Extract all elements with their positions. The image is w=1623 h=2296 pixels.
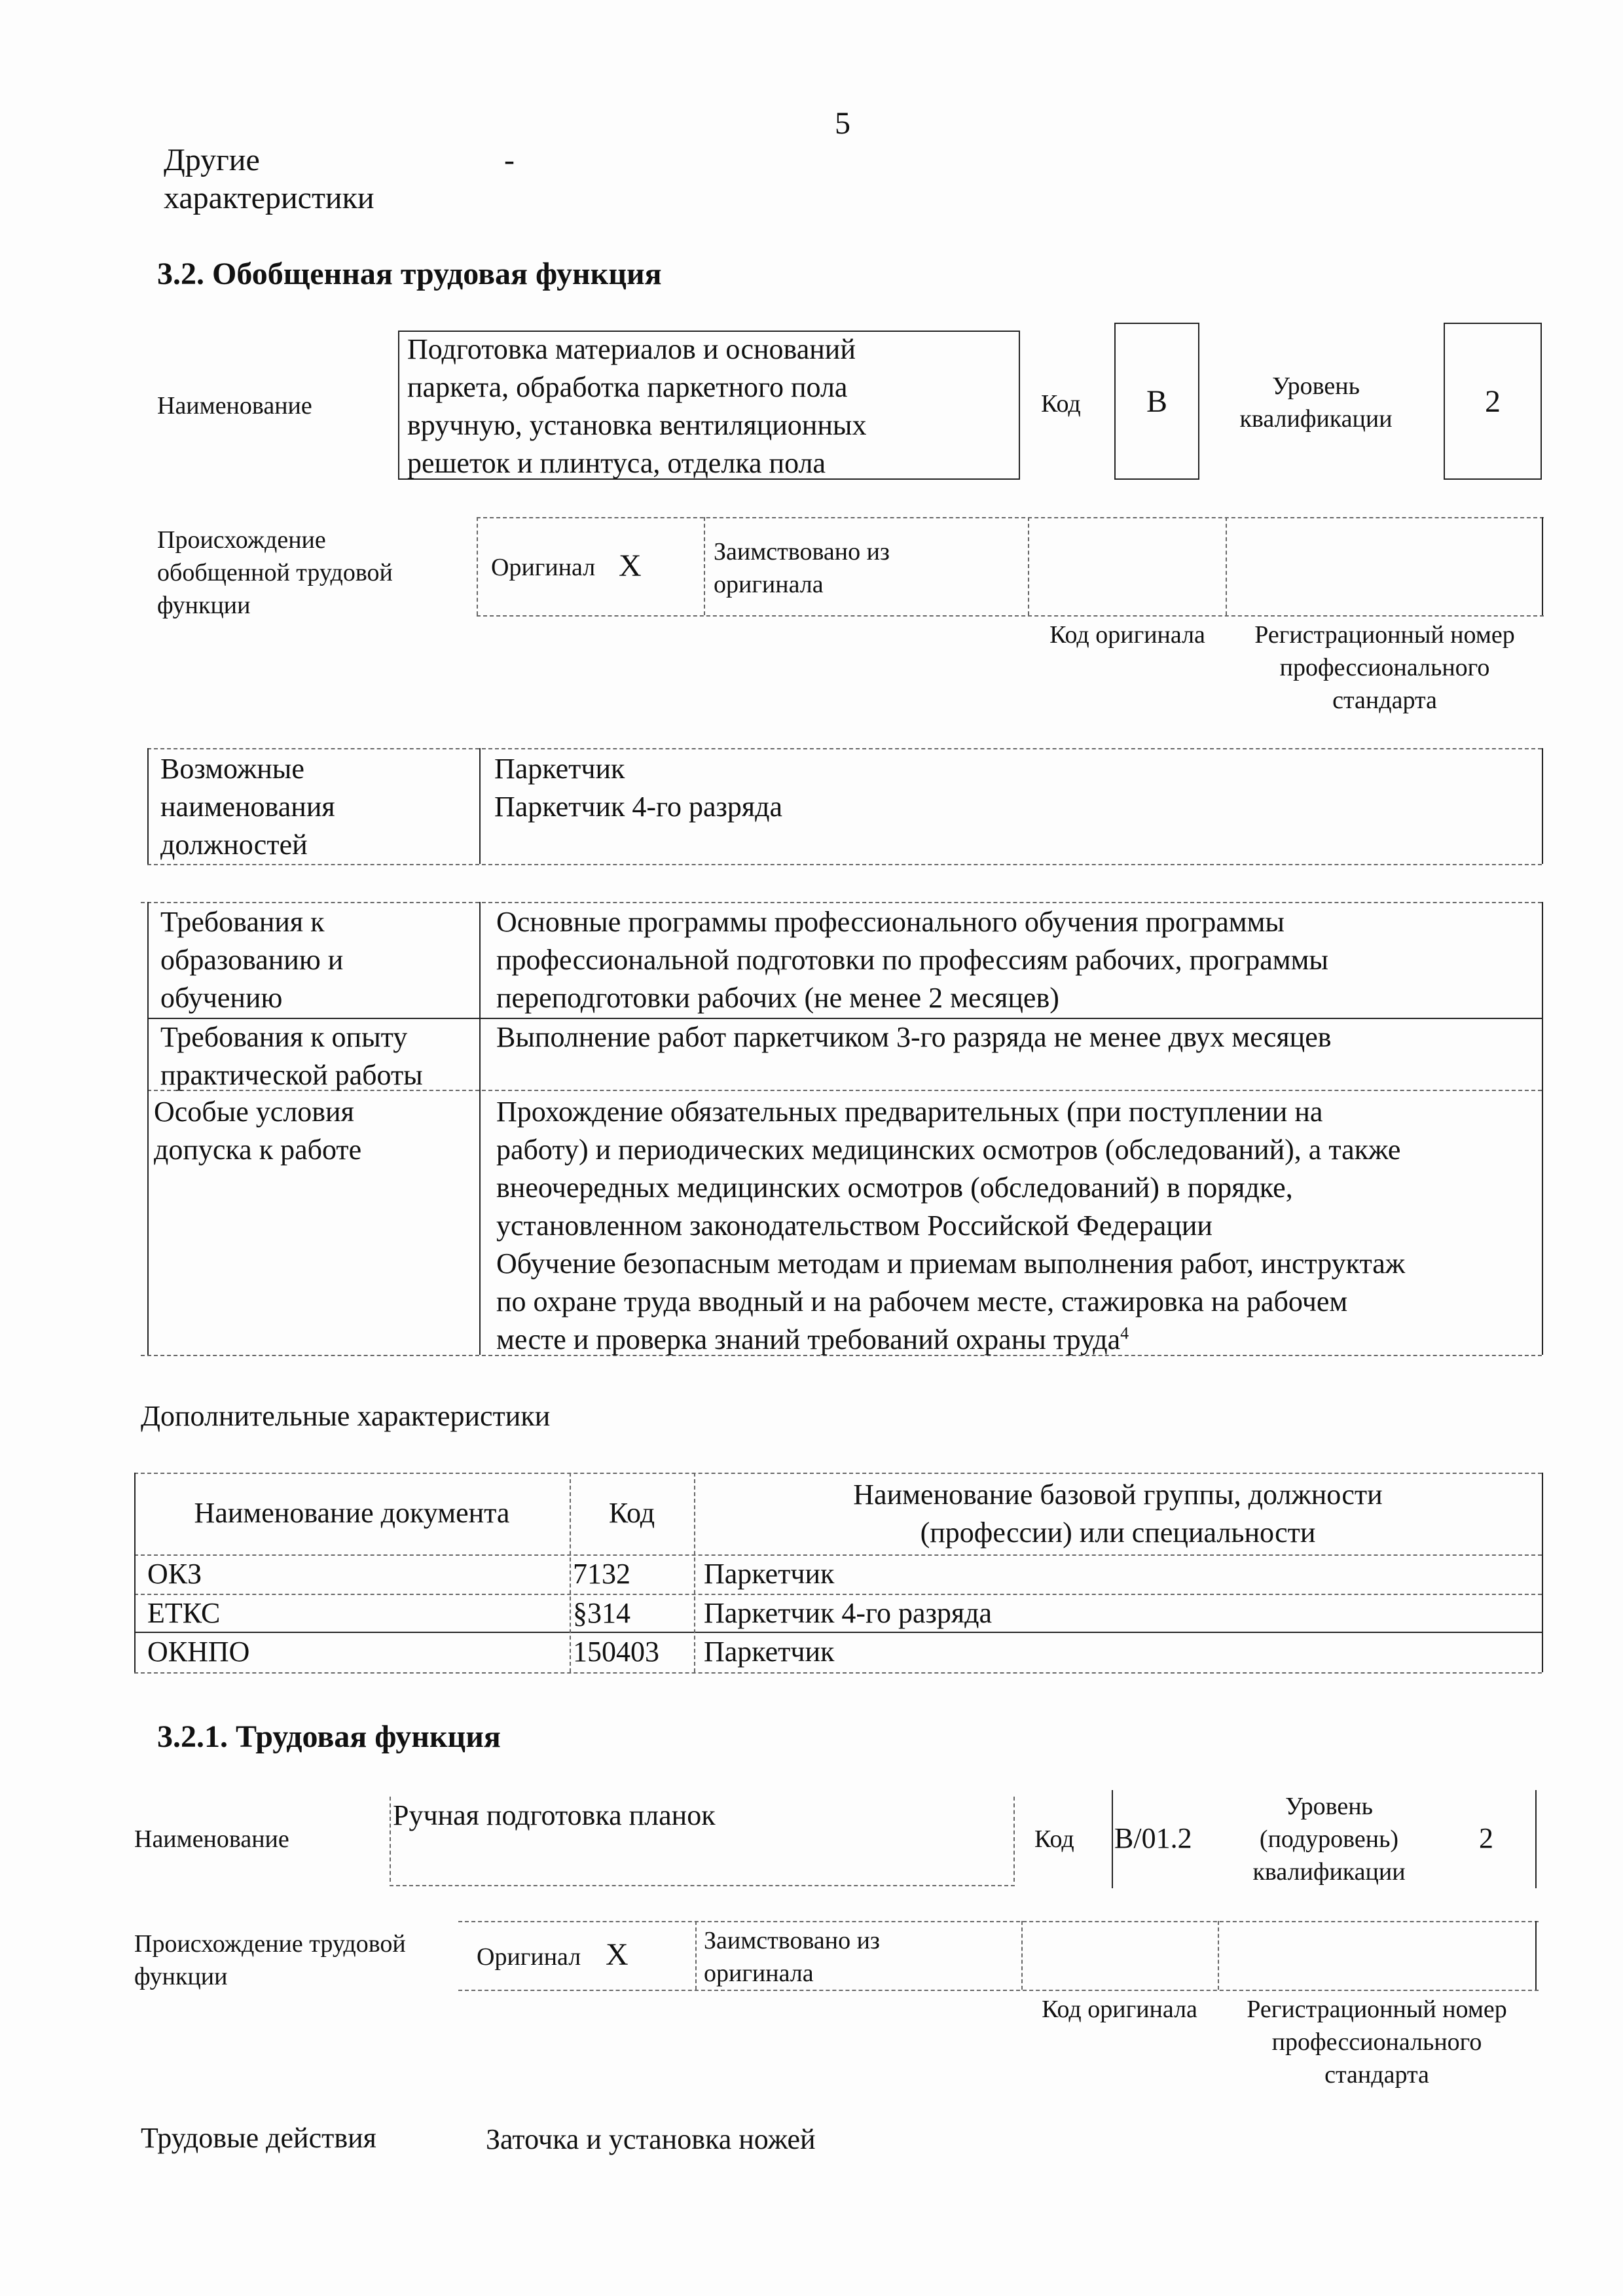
tf-level-value: 2 (1479, 1822, 1493, 1854)
reg-number-label (1231, 619, 1539, 717)
level-label-line: квалификации (1239, 405, 1393, 433)
table-cell-doc: ОКНПО (147, 1636, 250, 1668)
table-cell-doc: ЕТКС (147, 1597, 221, 1629)
table-cell-doc: ОКЗ (147, 1558, 202, 1590)
education-label (160, 903, 343, 1017)
conditions-line: месте и проверка знаний требований охраны труда (496, 1323, 1121, 1355)
tf-code-value: B/01.2 (1114, 1822, 1192, 1854)
col-group-header-line: (профессии) или специальности (920, 1516, 1316, 1549)
borrowed-label-line: оригинала (714, 571, 824, 598)
gtf-name-line: паркета, обработка паркетного пола (407, 371, 848, 403)
conditions-line-last (496, 1321, 1405, 1359)
origin-label-line: функции (157, 592, 251, 619)
level-label-line: Уровень (1272, 372, 1360, 400)
education-label-line: обучению (160, 982, 283, 1014)
positions-label-line: наименования (160, 791, 335, 823)
origin-label-line: обобщенной трудовой (157, 559, 393, 586)
other-char-line-1: Другие (164, 143, 260, 177)
education-label-line: образованию и (160, 944, 344, 976)
page-number: 5 (835, 106, 850, 141)
position-item: Паркетчик (494, 753, 625, 785)
gtf-name-line: Подготовка материалов и оснований (407, 333, 856, 365)
reg-number-line: профессионального (1279, 654, 1490, 681)
gtf-name-line: вручную, установка вентиляционных (407, 409, 867, 441)
conditions-line: установленном законодательством Российской Федерации (496, 1210, 1213, 1242)
conditions-line: внеочередных медицинских осмотров (обследований) в порядке, (496, 1172, 1293, 1204)
tf-original-mark: X (606, 1937, 629, 1972)
tf-name-value: Ручная подготовка планок (393, 1799, 716, 1831)
conditions-line: работу) и периодических медицинских осмотров (обследований), а также (496, 1134, 1401, 1166)
education-value (496, 903, 1328, 1017)
tf-original-label: Оригинал (477, 1943, 581, 1971)
col-code-header: Код (608, 1497, 655, 1529)
conditions-value (496, 1093, 1405, 1359)
conditions-label (154, 1093, 361, 1169)
borrowed-label-line: Заимствовано из (714, 538, 890, 565)
education-label-line: Требования к (160, 906, 325, 938)
education-line: профессиональной подготовки по профессиям рабочих, программы (496, 944, 1328, 976)
section-3-2-heading: 3.2. Обобщенная трудовая функция (157, 257, 662, 291)
tf-origin-label (134, 1928, 406, 1993)
table-cell-code: §314 (573, 1597, 630, 1629)
tf-reg-number-label (1223, 1993, 1531, 2091)
code-label: Код (1041, 390, 1081, 418)
tf-origin-code-label: Код оригинала (1042, 1996, 1197, 2023)
tf-origin-label-line: Происхождение трудовой (134, 1930, 406, 1958)
experience-label-line: Требования к опыту (160, 1021, 408, 1053)
additional-heading: Дополнительные характеристики (141, 1400, 551, 1432)
original-label: Оригинал (491, 554, 596, 581)
positions-label-line: Возможные (160, 753, 304, 785)
table-cell-code: 7132 (573, 1558, 630, 1590)
conditions-line: Прохождение обязательных предварительных (при поступлении на (496, 1096, 1323, 1128)
table-cell-name: Паркетчик (704, 1636, 835, 1668)
tf-code-label: Код (1034, 1825, 1074, 1853)
tf-reg-number-line: стандарта (1324, 2061, 1429, 2089)
labor-actions-value: Заточка и установка ножей (486, 2123, 816, 2155)
education-line: переподготовки рабочих (не менее 2 месяцев) (496, 982, 1059, 1014)
gtf-name-line: решеток и плинтуса, отделка пола (407, 447, 826, 479)
positions-values (494, 750, 782, 826)
name-label: Наименование (157, 392, 312, 420)
tf-level-line: (подуровень) (1259, 1825, 1399, 1853)
original-mark: X (619, 548, 642, 583)
origin-label (157, 524, 393, 622)
other-char-line-2: характеристики (164, 181, 374, 215)
level-label (1231, 370, 1401, 435)
table-cell-name: Паркетчик (704, 1558, 835, 1590)
tf-borrowed-line: Заимствовано из (704, 1927, 880, 1954)
conditions-label-line: Особые условия (154, 1096, 354, 1128)
conditions-label-line: допуска к работе (154, 1134, 362, 1166)
positions-label (160, 750, 335, 864)
tf-level-line: Уровень (1285, 1793, 1373, 1820)
borrowed-label (714, 535, 890, 601)
tf-name-label: Наименование (134, 1825, 289, 1853)
experience-label (160, 1018, 423, 1094)
other-characteristics-label (164, 141, 374, 217)
education-line: Основные программы профессионального обучения программы (496, 906, 1285, 938)
other-characteristics-value: - (504, 143, 515, 177)
col-doc-header: Наименование документа (194, 1497, 510, 1529)
position-item: Паркетчик 4-го разряда (494, 791, 783, 823)
table-cell-name: Паркетчик 4-го разряда (704, 1597, 993, 1629)
conditions-line: по охране труда вводный и на рабочем месте, стажировка на рабочем (496, 1285, 1348, 1318)
section-3-2-1-heading: 3.2.1. Трудовая функция (157, 1719, 501, 1754)
experience-value: Выполнение работ паркетчиком 3-го разряда не менее двух месяцев (496, 1021, 1332, 1053)
origin-label-line: Происхождение (157, 526, 326, 554)
tf-level-line: квалификации (1252, 1858, 1406, 1886)
col-group-header-line: Наименование базовой группы, должности (853, 1479, 1383, 1511)
tf-reg-number-line: Регистрационный номер (1247, 1996, 1507, 2023)
table-cell-code: 150403 (573, 1636, 659, 1668)
footnote-mark: 4 (1120, 1323, 1129, 1343)
origin-code-label: Код оригинала (1049, 621, 1205, 649)
conditions-line: Обучение безопасным методам и приемам выполнения работ, инструктаж (496, 1247, 1406, 1280)
gtf-name (407, 331, 866, 482)
tf-reg-number-line: профессионального (1271, 2028, 1482, 2056)
positions-label-line: должностей (160, 829, 308, 861)
level-value: 2 (1485, 384, 1501, 419)
experience-label-line: практической работы (160, 1059, 423, 1091)
tf-origin-label-line: функции (134, 1963, 228, 1990)
reg-number-line: стандарта (1332, 687, 1437, 714)
tf-level-label (1224, 1790, 1434, 1888)
tf-borrowed-label (704, 1924, 880, 1990)
code-value: B (1146, 384, 1167, 419)
col-group-header (694, 1476, 1542, 1552)
reg-number-line: Регистрационный номер (1254, 621, 1515, 649)
tf-borrowed-line: оригинала (704, 1960, 814, 1987)
labor-actions-label: Трудовые действия (141, 2122, 376, 2154)
